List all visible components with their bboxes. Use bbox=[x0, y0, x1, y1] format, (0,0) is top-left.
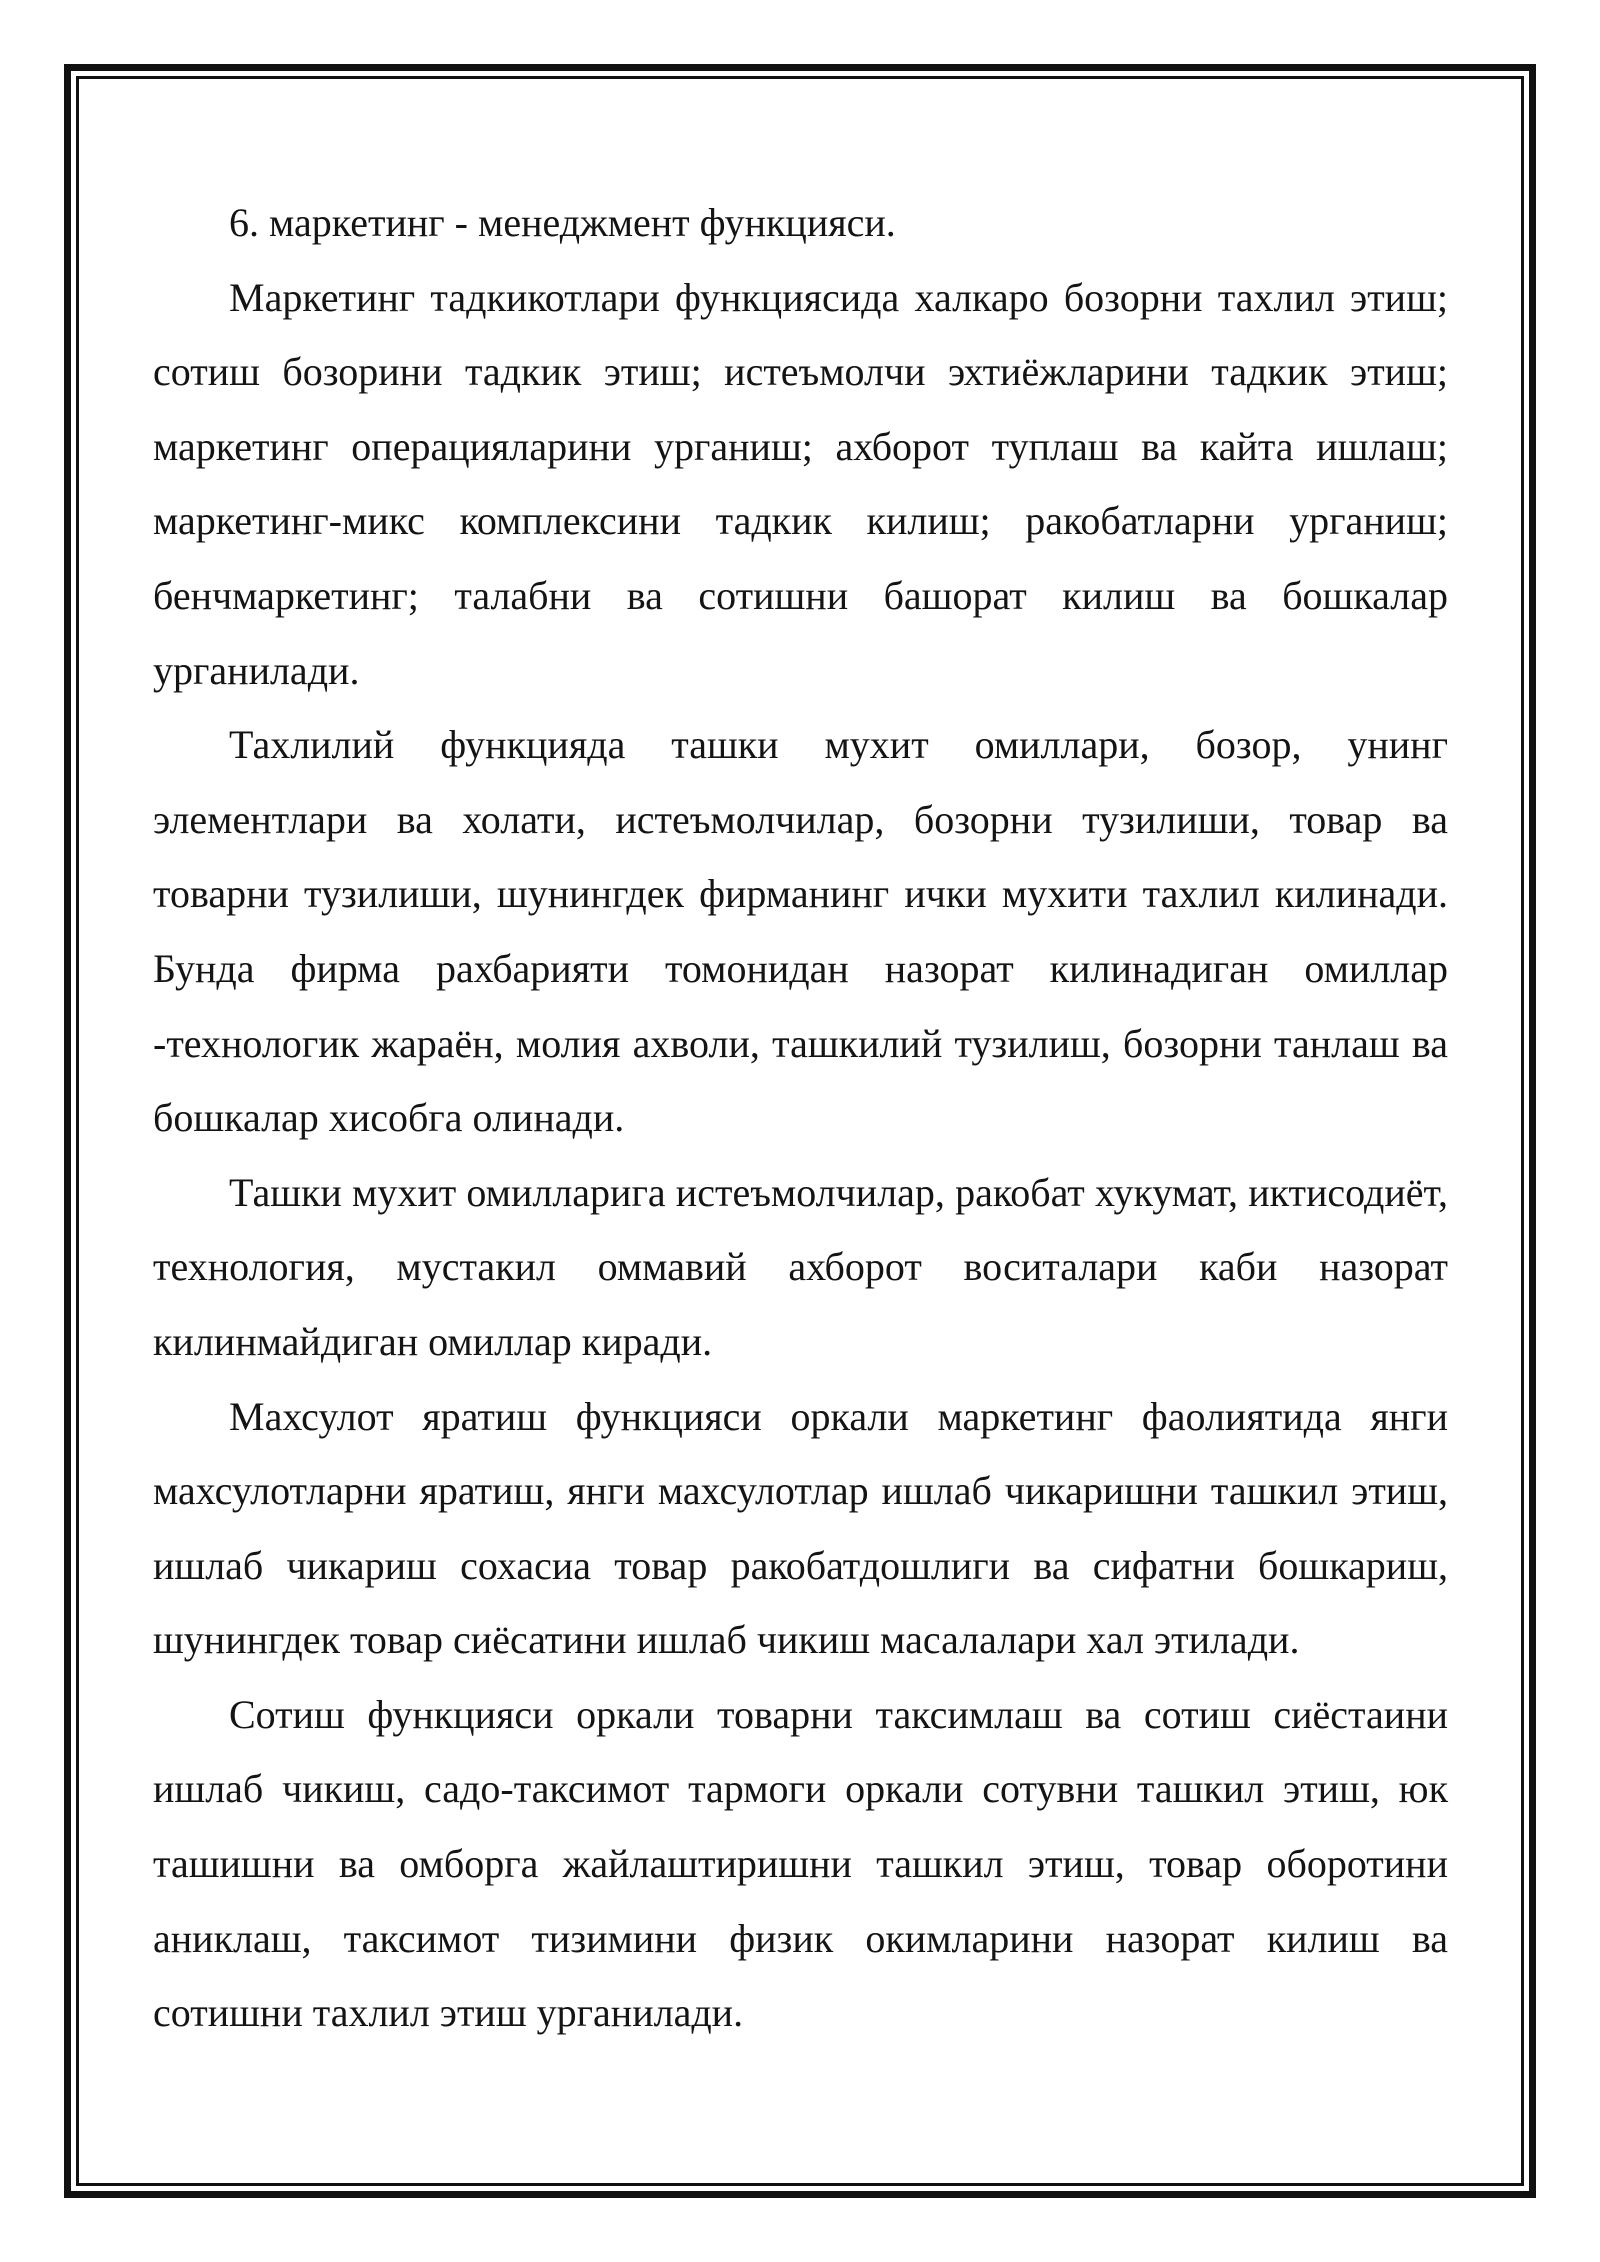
paragraph-heading-item: 6. маркетинг - менеджмент функцияси. bbox=[229, 200, 896, 245]
paragraph-analytical-function: Тахлилий функцияда ташки мухит омиллари, бозор, унинг элементлари ва холати, истеъмолчилар, бозорни тузилиши, товар ва товарни тузилиши, шунингдек фирманинг ички мухити тахлил килинади. Бунда фирма рахбарияти томонидан назорат килинадиган омиллар -технологик жараён, молия ахволи, ташкилий тузилиш, бозорни танлаш ва бошкалар хисобга олинади. bbox=[153, 722, 1448, 1141]
document-body bbox=[153, 186, 1448, 2051]
paragraph-sales-function: Сотиш функцияси оркали товарни таксимлаш ва сотиш сиёстаини ишлаб чикиш, садо-таксимот тармоги оркали сотувни ташкил этиш, юк ташишни ва омборга жайлаштиришни ташкил этиш, товар оборотини аниклаш, таксимот тизимини физик окимларини назорат килиш ва сотишни тахлил этиш урганилади. bbox=[153, 1691, 1448, 2036]
paragraph-marketing-research: Маркетинг тадкикотлари функциясида халкаро бозорни тахлил этиш; сотиш бозорини тадкик этиш; истеъмолчи эхтиёжларини тадкик этиш; маркетинг операцияларини урганиш; ахборот туплаш ва кайта ишлаш; маркетинг-микс комплексини тадкик килиш; ракобатларни урганиш; бенчмаркетинг; талабни ва сотишни башорат килиш ва бошкалар урганилади. bbox=[153, 274, 1448, 693]
paragraph-product-creation: Махсулот яратиш функцияси оркали маркетинг фаолиятида янги махсулотларни яратиш, янги махсулотлар ишлаб чикаришни ташкил этиш, ишлаб чикариш сохасиа товар ракобатдошлиги ва сифатни бошкариш, шунингдек товар сиёсатини ишлаб чикиш масалалари хал этилади. bbox=[153, 1393, 1448, 1663]
paragraph-external-factors: Ташки мухит омилларига истеъмолчилар, ракобат хукумат, иктисодиёт, технология, мустакил оммавий ахборот воситалари каби назорат килинмайдиган омиллар киради. bbox=[153, 1169, 1448, 1364]
